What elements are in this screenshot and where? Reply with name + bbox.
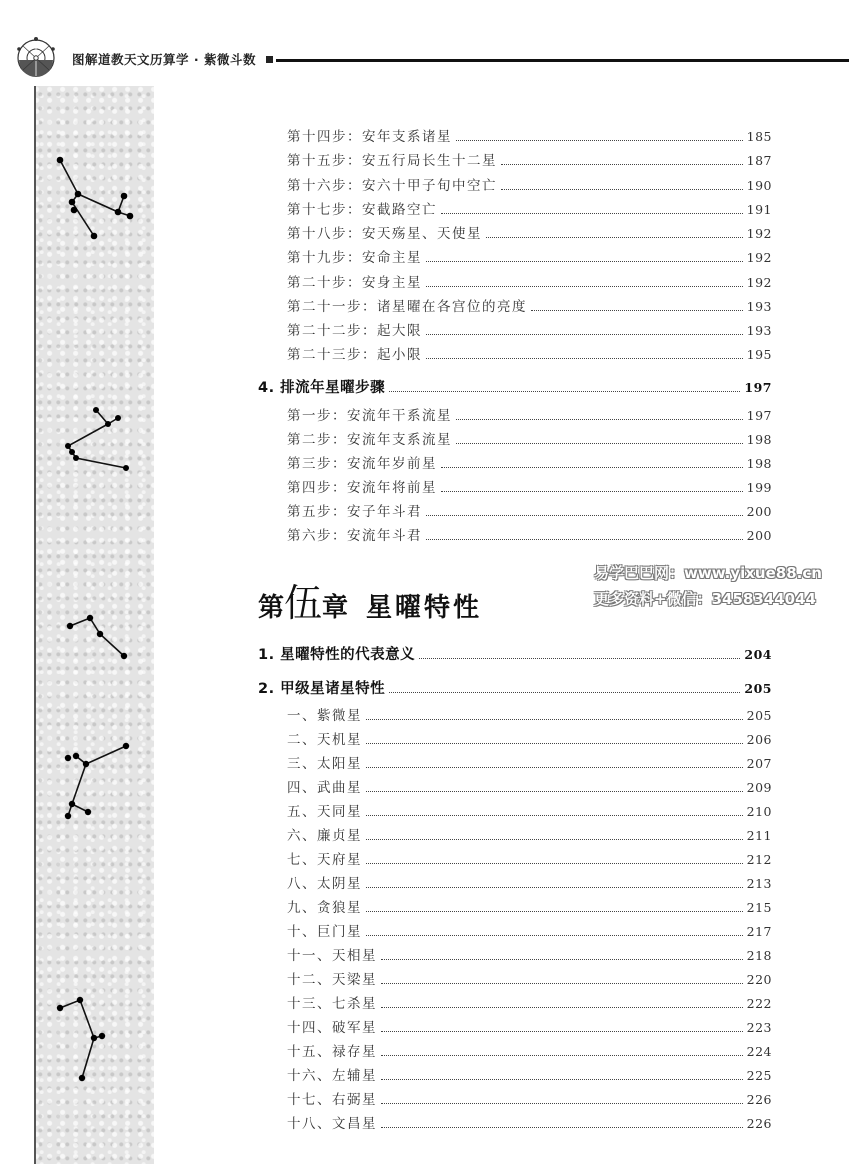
toc-entry[interactable]: 九、贪狼星 215 [287,900,772,916]
toc-section-heading[interactable]: 2. 甲级星诸星特性 205 [258,681,772,697]
toc-entry[interactable]: 八、太阴星 213 [287,876,772,892]
chapter-number: 伍 [284,581,323,625]
toc-entry[interactable]: 十四、破军星 223 [287,1020,772,1036]
toc-entry[interactable]: 第十九步：安命主星 192 [287,250,772,266]
chapter-suffix: 章 [322,593,349,623]
toc-section-heading[interactable]: 1. 星曜特性的代表意义 204 [258,647,772,663]
toc-entry[interactable]: 第十四步：安年支系诸星 185 [287,129,772,145]
toc-entry[interactable]: 第五步：安子年斗君 200 [287,504,772,520]
toc-entry[interactable]: 第二十一步：诸星曜在各宫位的亮度 193 [287,299,772,315]
toc-entry[interactable]: 第六步：安流年斗君 200 [287,528,772,544]
toc-entry[interactable]: 第二十二步：起大限 193 [287,323,772,339]
toc-entry[interactable]: 十五、禄存星 224 [287,1044,772,1060]
toc-entry[interactable]: 第十七步：安截路空亡 191 [287,202,772,218]
toc-entry[interactable]: 一、紫微星 205 [287,708,772,724]
toc-entry[interactable]: 十、巨门星 217 [287,924,772,940]
watermark-line-2: 更多资料+微信：3458344044 [594,590,816,608]
toc-entry[interactable]: 十八、文昌星 226 [287,1116,772,1132]
toc-entry[interactable]: 第四步：安流年将前星 199 [287,480,772,496]
toc-entry[interactable]: 第二十三步：起小限 195 [287,347,772,363]
toc-entry[interactable]: 六、廉贞星 211 [287,828,772,844]
toc-entry[interactable]: 十六、左辅星 225 [287,1068,772,1084]
toc-entry[interactable]: 第二十步：安身主星 192 [287,275,772,291]
toc-entry[interactable]: 二、天机星 206 [287,732,772,748]
toc-section-heading[interactable]: 4. 排流年星曜步骤 197 [258,380,772,396]
toc-entry[interactable]: 十三、七杀星 222 [287,996,772,1012]
header-title: 图解道教天文历算学 · 紫微斗数 [72,52,256,67]
toc-entry[interactable]: 第十六步：安六十甲子旬中空亡 190 [287,178,772,194]
toc-entry[interactable]: 三、太阳星 207 [287,756,772,772]
toc-entry[interactable]: 第十八步：安天殇星、天使星 192 [287,226,772,242]
toc-entry[interactable]: 七、天府星 212 [287,852,772,868]
watermark-line-1: 易学巴巴网：www.yixue88.cn [594,564,822,582]
toc-entry[interactable]: 十一、天相星 218 [287,948,772,964]
chapter-title: 星曜特性 [366,593,483,623]
toc-entry[interactable]: 四、武曲星 209 [287,780,772,796]
chapter-heading[interactable] [258,572,482,627]
watermark [594,560,839,612]
toc-entry[interactable]: 十二、天梁星 220 [287,972,772,988]
toc-entry[interactable]: 第三步：安流年岁前星 198 [287,456,772,472]
toc-entry[interactable]: 第二步：安流年支系流星 198 [287,432,772,448]
toc-entry[interactable]: 十七、右弼星 226 [287,1092,772,1108]
chapter-prefix: 第 [258,593,285,623]
toc-entry[interactable]: 五、天同星 210 [287,804,772,820]
toc-entry[interactable]: 第十五步：安五行局长生十二星 187 [287,153,772,169]
toc-entry[interactable]: 第一步：安流年干系流星 197 [287,408,772,424]
